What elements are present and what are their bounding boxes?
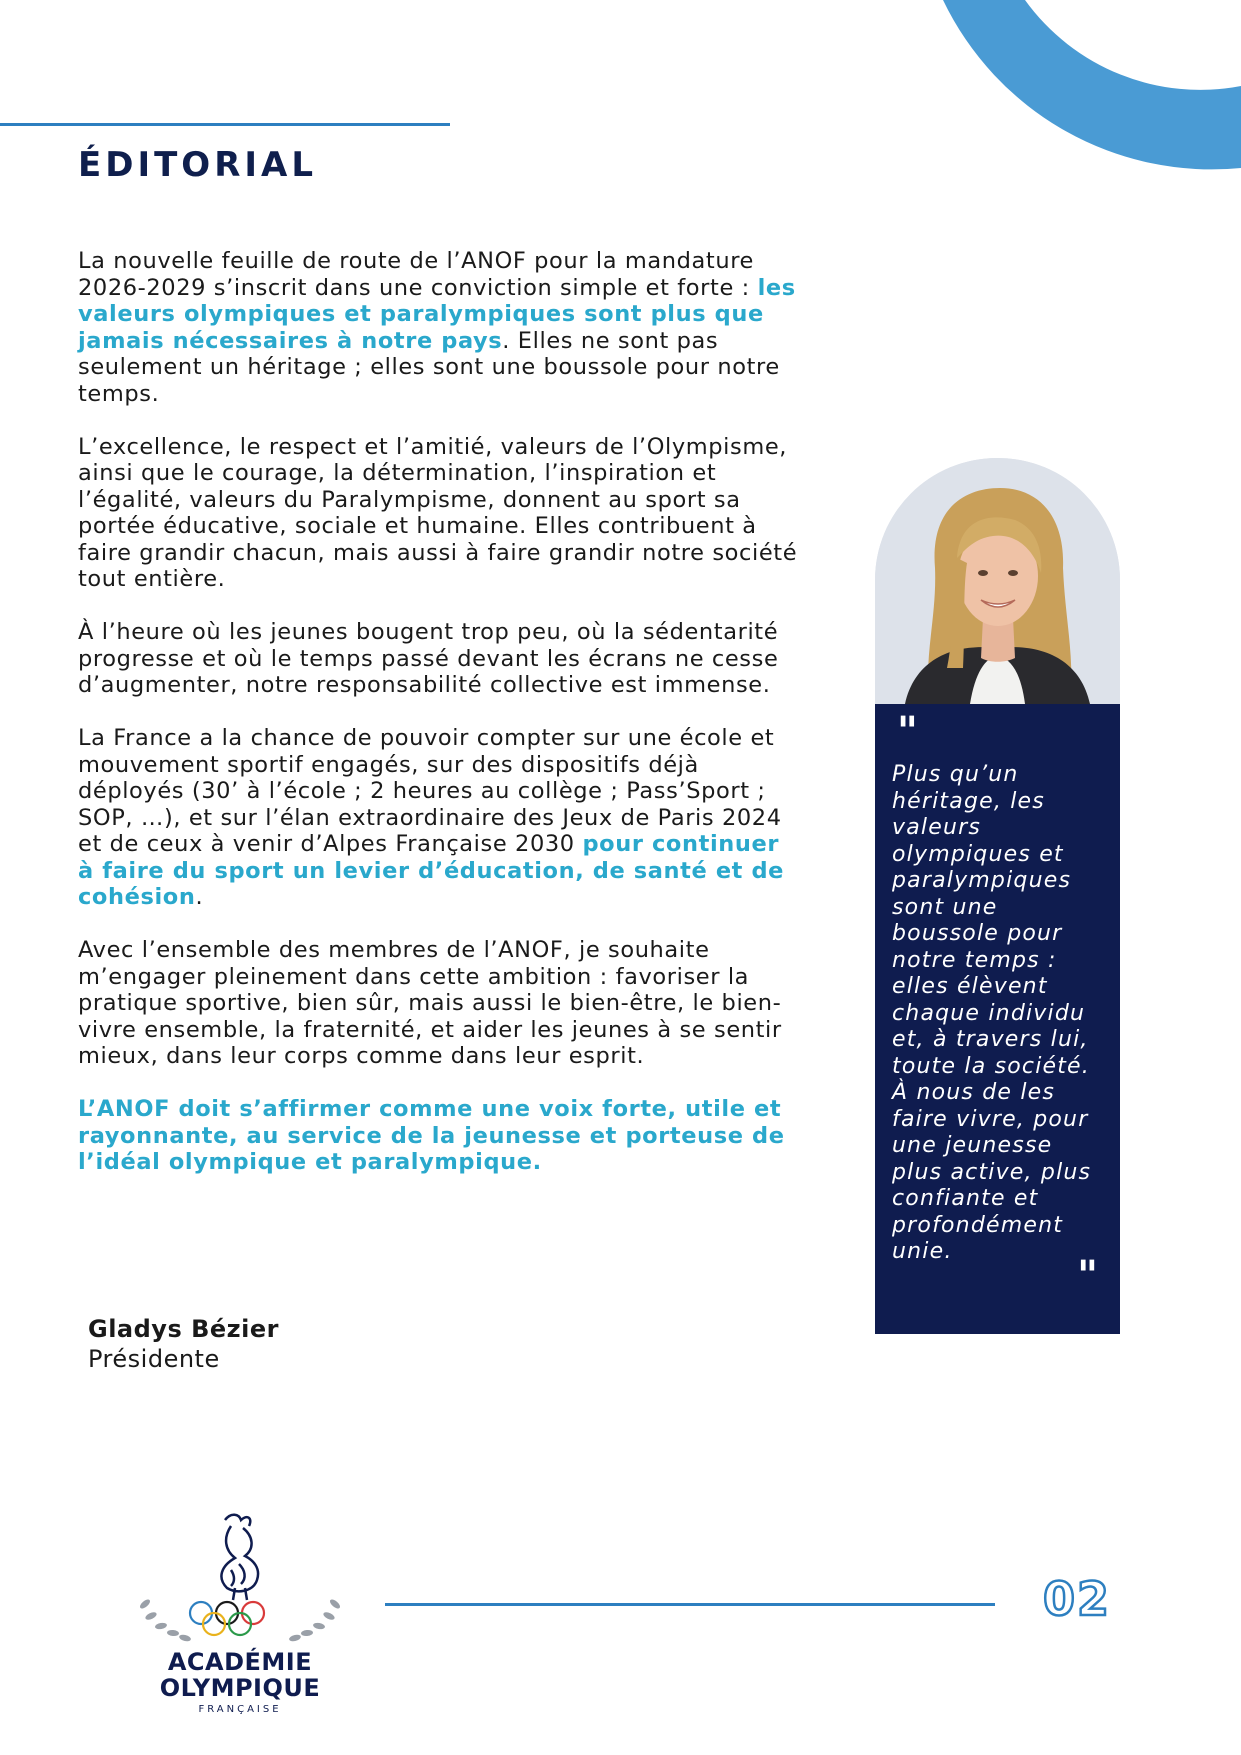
quote-open-icon: " [897,709,918,755]
paragraph-1-text-b: . Elles ne sont pas seulement un héritage ; elles sont une boussole pour notre temps. [78,327,780,407]
olympic-rings-icon [190,1602,264,1635]
header-rule [0,123,450,126]
page-title: ÉDITORIAL [78,145,318,185]
editorial-body [78,248,798,1202]
logo-line-3: FRANÇAISE [198,1704,282,1715]
rooster-icon [221,1515,258,1600]
paragraph-1-highlight: les valeurs olympiques et paralympiques sont plus que jamais nécessaires à notre pays [78,274,796,354]
decorative-arc [0,0,1241,260]
paragraph-4-text-b: . [195,884,204,910]
logo-line-1: ACADÉMIE [167,1648,313,1676]
portrait-photo [875,458,1120,704]
paragraph-5: Avec l’ensemble des membres de l’ANOF, je souhaite m’engager pleinement dans cette ambition : favoriser la pratique sportive, bien sûr, mais aussi le bien-être, le bien-vivre ensemble, la fraternité, et aider les jeunes à se sentir mieux, dans leur corps comme dans leur esprit. [78,937,782,1069]
academie-logo [135,1508,345,1718]
paragraph-1-text-a: La nouvelle feuille de route de l’ANOF pour la mandature 2026-2029 s’inscrit dans une conviction simple et forte : [78,248,758,301]
paragraph-4 [78,725,798,911]
signature-name: Gladys Bézier [88,1315,279,1343]
paragraph-4-text-a: La France a la chance de pouvoir compter sur une école et mouvement sportif engagés, sur des dispositifs déjà déployés (30’ à l’école ; 2 heures au collège ; Pass’Sport ; SOP, …), et sur l’élan extraordinaire des Jeux de Paris 2024 et de ceux à venir d’Alpes Française 2030 [78,725,782,857]
quote-text: Plus qu’un héritage, les valeurs olympiques et paralympiques sont une boussole pour notre temps : elles élèvent chaque individu et, à travers lui, toute la société. À nous de les faire vivre, pour une jeunesse plus active, plus confiante et profondément unie. [892,762,1092,1264]
pull-quote [875,704,1120,1334]
paragraph-3: À l’heure où les jeunes bougent trop peu, où la sédentarité progresse et où le temps passé devant les écrans ne cesse d’augmenter, notre responsabilité collective est immense. [78,619,779,698]
page-number: 02 [1043,1572,1112,1626]
paragraph-4-highlight: pour continuer à faire du sport un levier d’éducation, de santé et de cohésion [78,831,785,910]
paragraph-2: L’excellence, le respect et l’amitié, valeurs de l’Olympisme, ainsi que le courage, la détermination, l’inspiration et l’égalité, valeurs du Paralympisme, donnent au sport sa portée éducative, sociale et humaine. Elles contribuent à faire grandir chacun, mais aussi à faire grandir notre société tout entière. [78,433,798,592]
signature-role: Présidente [88,1345,220,1373]
quote-close-icon: " [1077,1253,1098,1299]
logo-graphic [135,1508,345,1648]
signature [88,1314,279,1374]
footer-rule [385,1603,995,1606]
paragraph-1 [78,248,798,407]
logo-line-2: OLYMPIQUE [159,1674,321,1702]
paragraph-6-highlight: L’ANOF doit s’affirmer comme une voix forte, utile et rayonnante, au service de la jeunesse et porteuse de l’idéal olympique et paralympique. [78,1096,785,1175]
portrait-illustration [875,458,1120,704]
